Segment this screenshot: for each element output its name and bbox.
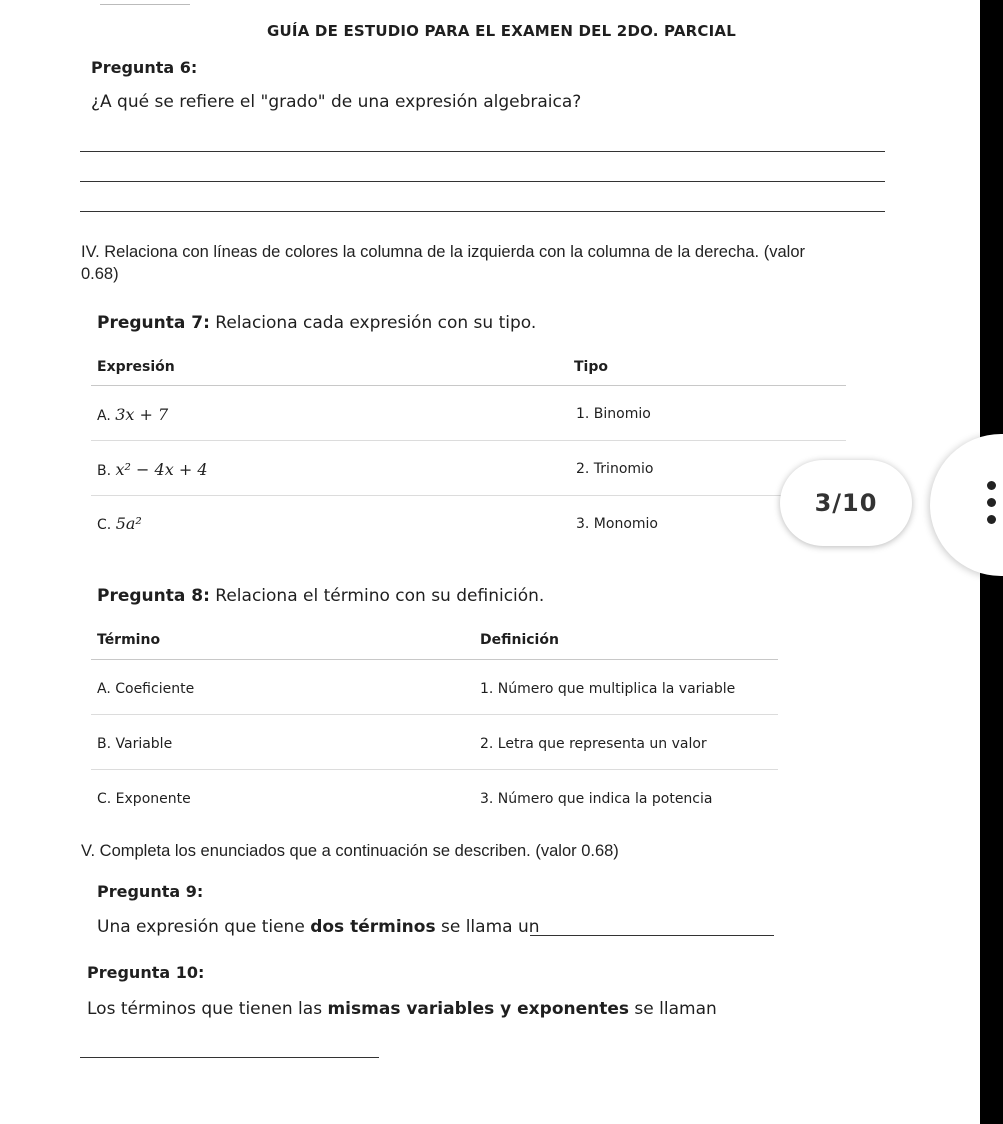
q8-row-b-def: 2. Letra que representa un valor [480,736,707,752]
q7-row-b-type: 2. Trinomio [576,461,654,477]
q7-row-a-math: 3x + 7 [115,405,169,424]
q7-row-b-math: x² − 4x + 4 [115,460,208,479]
q7-col-tipo: Tipo [574,359,608,375]
q7-header-rule [91,385,846,386]
more-options-icon-dot-1 [987,481,996,490]
q10-text [87,999,717,1019]
answer-line-3 [80,211,885,212]
q9-text-bold: dos términos [310,917,436,937]
q9-text-post: se llama un [435,917,540,937]
q9-text [97,917,540,937]
q10-text-pre: Los términos que tienen las [87,999,328,1019]
section-v-text: V. Completa los enunciados que a continuación se describen. (valor 0.68) [81,842,619,860]
q10-label: Pregunta 10: [87,963,205,982]
q7-row-a-letter: A. [97,408,111,424]
q7-row-a-type: 1. Binomio [576,406,651,422]
q8-row-a-term: A. Coeficiente [97,681,195,697]
q8-row-a-def: 1. Número que multiplica la variable [480,681,736,697]
q7-row-c-math: 5a² [115,514,142,533]
q8-heading [97,586,544,606]
section-iv-line1: IV. Relaciona con líneas de colores la columna de la izquierda con la columna de la derecha. (valor [81,243,805,261]
q7-text: Relaciona cada expresión con su tipo. [209,313,537,333]
q7-row-a-expr [97,405,168,424]
q10-blank-line [80,1057,379,1058]
q7-row-b-expr [97,460,208,479]
page-title: GUÍA DE ESTUDIO PARA EL EXAMEN DEL 2DO. PARCIAL [267,22,736,40]
q7-col-expresion: Expresión [97,359,175,375]
q7-row-rule [91,495,846,496]
q7-row-rule [91,440,846,441]
more-options-button[interactable] [930,434,1003,576]
q8-row-rule [91,769,778,770]
q10-text-post: se llaman [629,999,717,1019]
q9-label: Pregunta 9: [97,882,204,901]
more-options-icon-dot-2 [987,498,996,507]
top-edge-mark [100,0,190,5]
page-counter[interactable]: 3/10 [780,460,912,546]
q7-row-c-type: 3. Monomio [576,516,658,532]
q7-heading [97,313,536,333]
answer-line-2 [80,181,885,182]
q7-label: Pregunta 7: [97,313,210,333]
q7-row-c-letter: C. [97,517,112,533]
more-options-icon-dot-3 [987,515,996,524]
q10-text-bold: mismas variables y exponentes [327,999,630,1019]
q8-row-c-def: 3. Número que indica la potencia [480,791,713,807]
q6-text: ¿A qué se refiere el "grado" de una expresión algebraica? [91,92,582,112]
q8-row-rule [91,714,778,715]
q8-text: Relaciona el término con su definición. [209,586,545,606]
q8-label: Pregunta 8: [97,586,210,606]
q7-row-c-expr [97,514,142,533]
q7-row-b-letter: B. [97,463,112,479]
answer-line-1 [80,151,885,152]
q9-text-pre: Una expresión que tiene [97,917,311,937]
q8-row-c-term: C. Exponente [97,791,191,807]
q8-row-b-term: B. Variable [97,736,173,752]
q8-col-definicion: Definición [480,632,559,648]
q9-blank-line [530,935,774,936]
q8-header-rule [91,659,778,660]
q6-label: Pregunta 6: [91,58,198,77]
section-iv-line2: 0.68) [81,265,119,283]
q8-col-termino: Término [97,632,161,648]
